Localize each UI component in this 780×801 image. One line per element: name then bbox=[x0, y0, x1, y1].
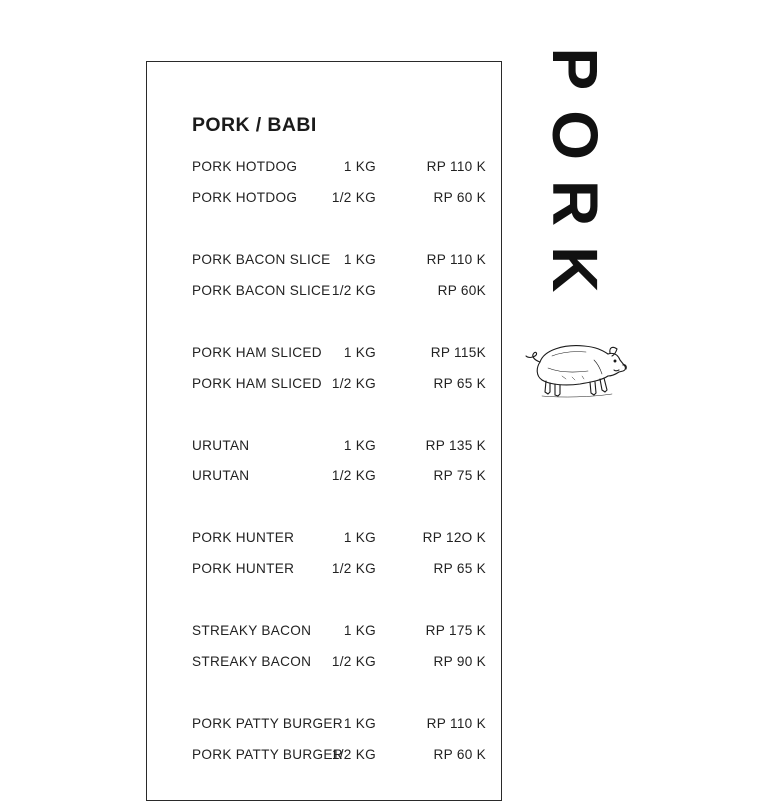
item-price: RP 12O K bbox=[422, 530, 486, 545]
item-name: URUTAN bbox=[192, 438, 250, 453]
item-price: RP 135 K bbox=[425, 438, 486, 453]
item-price: RP 60 K bbox=[433, 747, 486, 762]
item-name: PORK HAM SLICED bbox=[192, 376, 322, 391]
item-weight: 1 KG bbox=[343, 345, 376, 360]
item-name: STREAKY BACON bbox=[192, 623, 312, 638]
menu-row bbox=[0, 559, 780, 579]
item-price: RP 115K bbox=[430, 345, 486, 360]
item-weight: 1/2 KG bbox=[331, 468, 376, 483]
item-name: PORK PATTY BURGER bbox=[192, 716, 343, 731]
menu-row bbox=[0, 343, 780, 363]
item-weight: 1/2 KG bbox=[331, 654, 376, 669]
item-price: RP 110 K bbox=[426, 159, 486, 174]
item-name: PORK HUNTER bbox=[192, 561, 295, 576]
item-name: STREAKY BACON bbox=[192, 654, 312, 669]
item-weight: 1/2 KG bbox=[331, 747, 376, 762]
item-price: RP 65 K bbox=[433, 561, 486, 576]
item-name: PORK HOTDOG bbox=[192, 159, 298, 174]
item-price: RP 65 K bbox=[433, 376, 486, 391]
menu-row bbox=[0, 188, 780, 208]
item-weight: 1 KG bbox=[343, 438, 376, 453]
item-price: RP 110 K bbox=[426, 716, 486, 731]
item-name: PORK HAM SLICED bbox=[192, 345, 322, 360]
menu-row bbox=[0, 745, 780, 765]
item-weight: 1 KG bbox=[343, 159, 376, 174]
item-price: RP 60 K bbox=[433, 190, 486, 205]
menu-row bbox=[0, 714, 780, 734]
menu-row bbox=[0, 466, 780, 486]
item-weight: 1 KG bbox=[343, 252, 376, 267]
item-name: PORK BACON SLICE bbox=[192, 252, 331, 267]
item-weight: 1/2 KG bbox=[331, 376, 376, 391]
item-price: RP 60K bbox=[437, 283, 486, 298]
item-weight: 1/2 KG bbox=[331, 283, 376, 298]
item-name: URUTAN bbox=[192, 468, 250, 483]
menu-row bbox=[0, 621, 780, 641]
item-price: RP 90 K bbox=[433, 654, 486, 669]
item-price: RP 110 K bbox=[426, 252, 486, 267]
item-name: PORK PATTY BURGER bbox=[192, 747, 343, 762]
menu-heading: PORK / BABI bbox=[192, 114, 317, 136]
menu-row bbox=[0, 250, 780, 270]
item-weight: 1/2 KG bbox=[331, 190, 376, 205]
menu-row bbox=[0, 374, 780, 394]
item-name: PORK HOTDOG bbox=[192, 190, 298, 205]
menu-row bbox=[0, 436, 780, 456]
item-weight: 1/2 KG bbox=[331, 561, 376, 576]
pig-icon bbox=[522, 338, 632, 402]
item-price: RP 175 K bbox=[425, 623, 486, 638]
menu-row bbox=[0, 157, 780, 177]
item-weight: 1 KG bbox=[343, 716, 376, 731]
item-name: PORK BACON SLICE bbox=[192, 283, 331, 298]
menu-row bbox=[0, 652, 780, 672]
menu-row bbox=[0, 281, 780, 301]
item-price: RP 75 K bbox=[433, 468, 486, 483]
item-weight: 1 KG bbox=[343, 623, 376, 638]
item-weight: 1 KG bbox=[343, 530, 376, 545]
side-title: PORK bbox=[539, 47, 611, 313]
item-name: PORK HUNTER bbox=[192, 530, 295, 545]
menu-row bbox=[0, 528, 780, 548]
